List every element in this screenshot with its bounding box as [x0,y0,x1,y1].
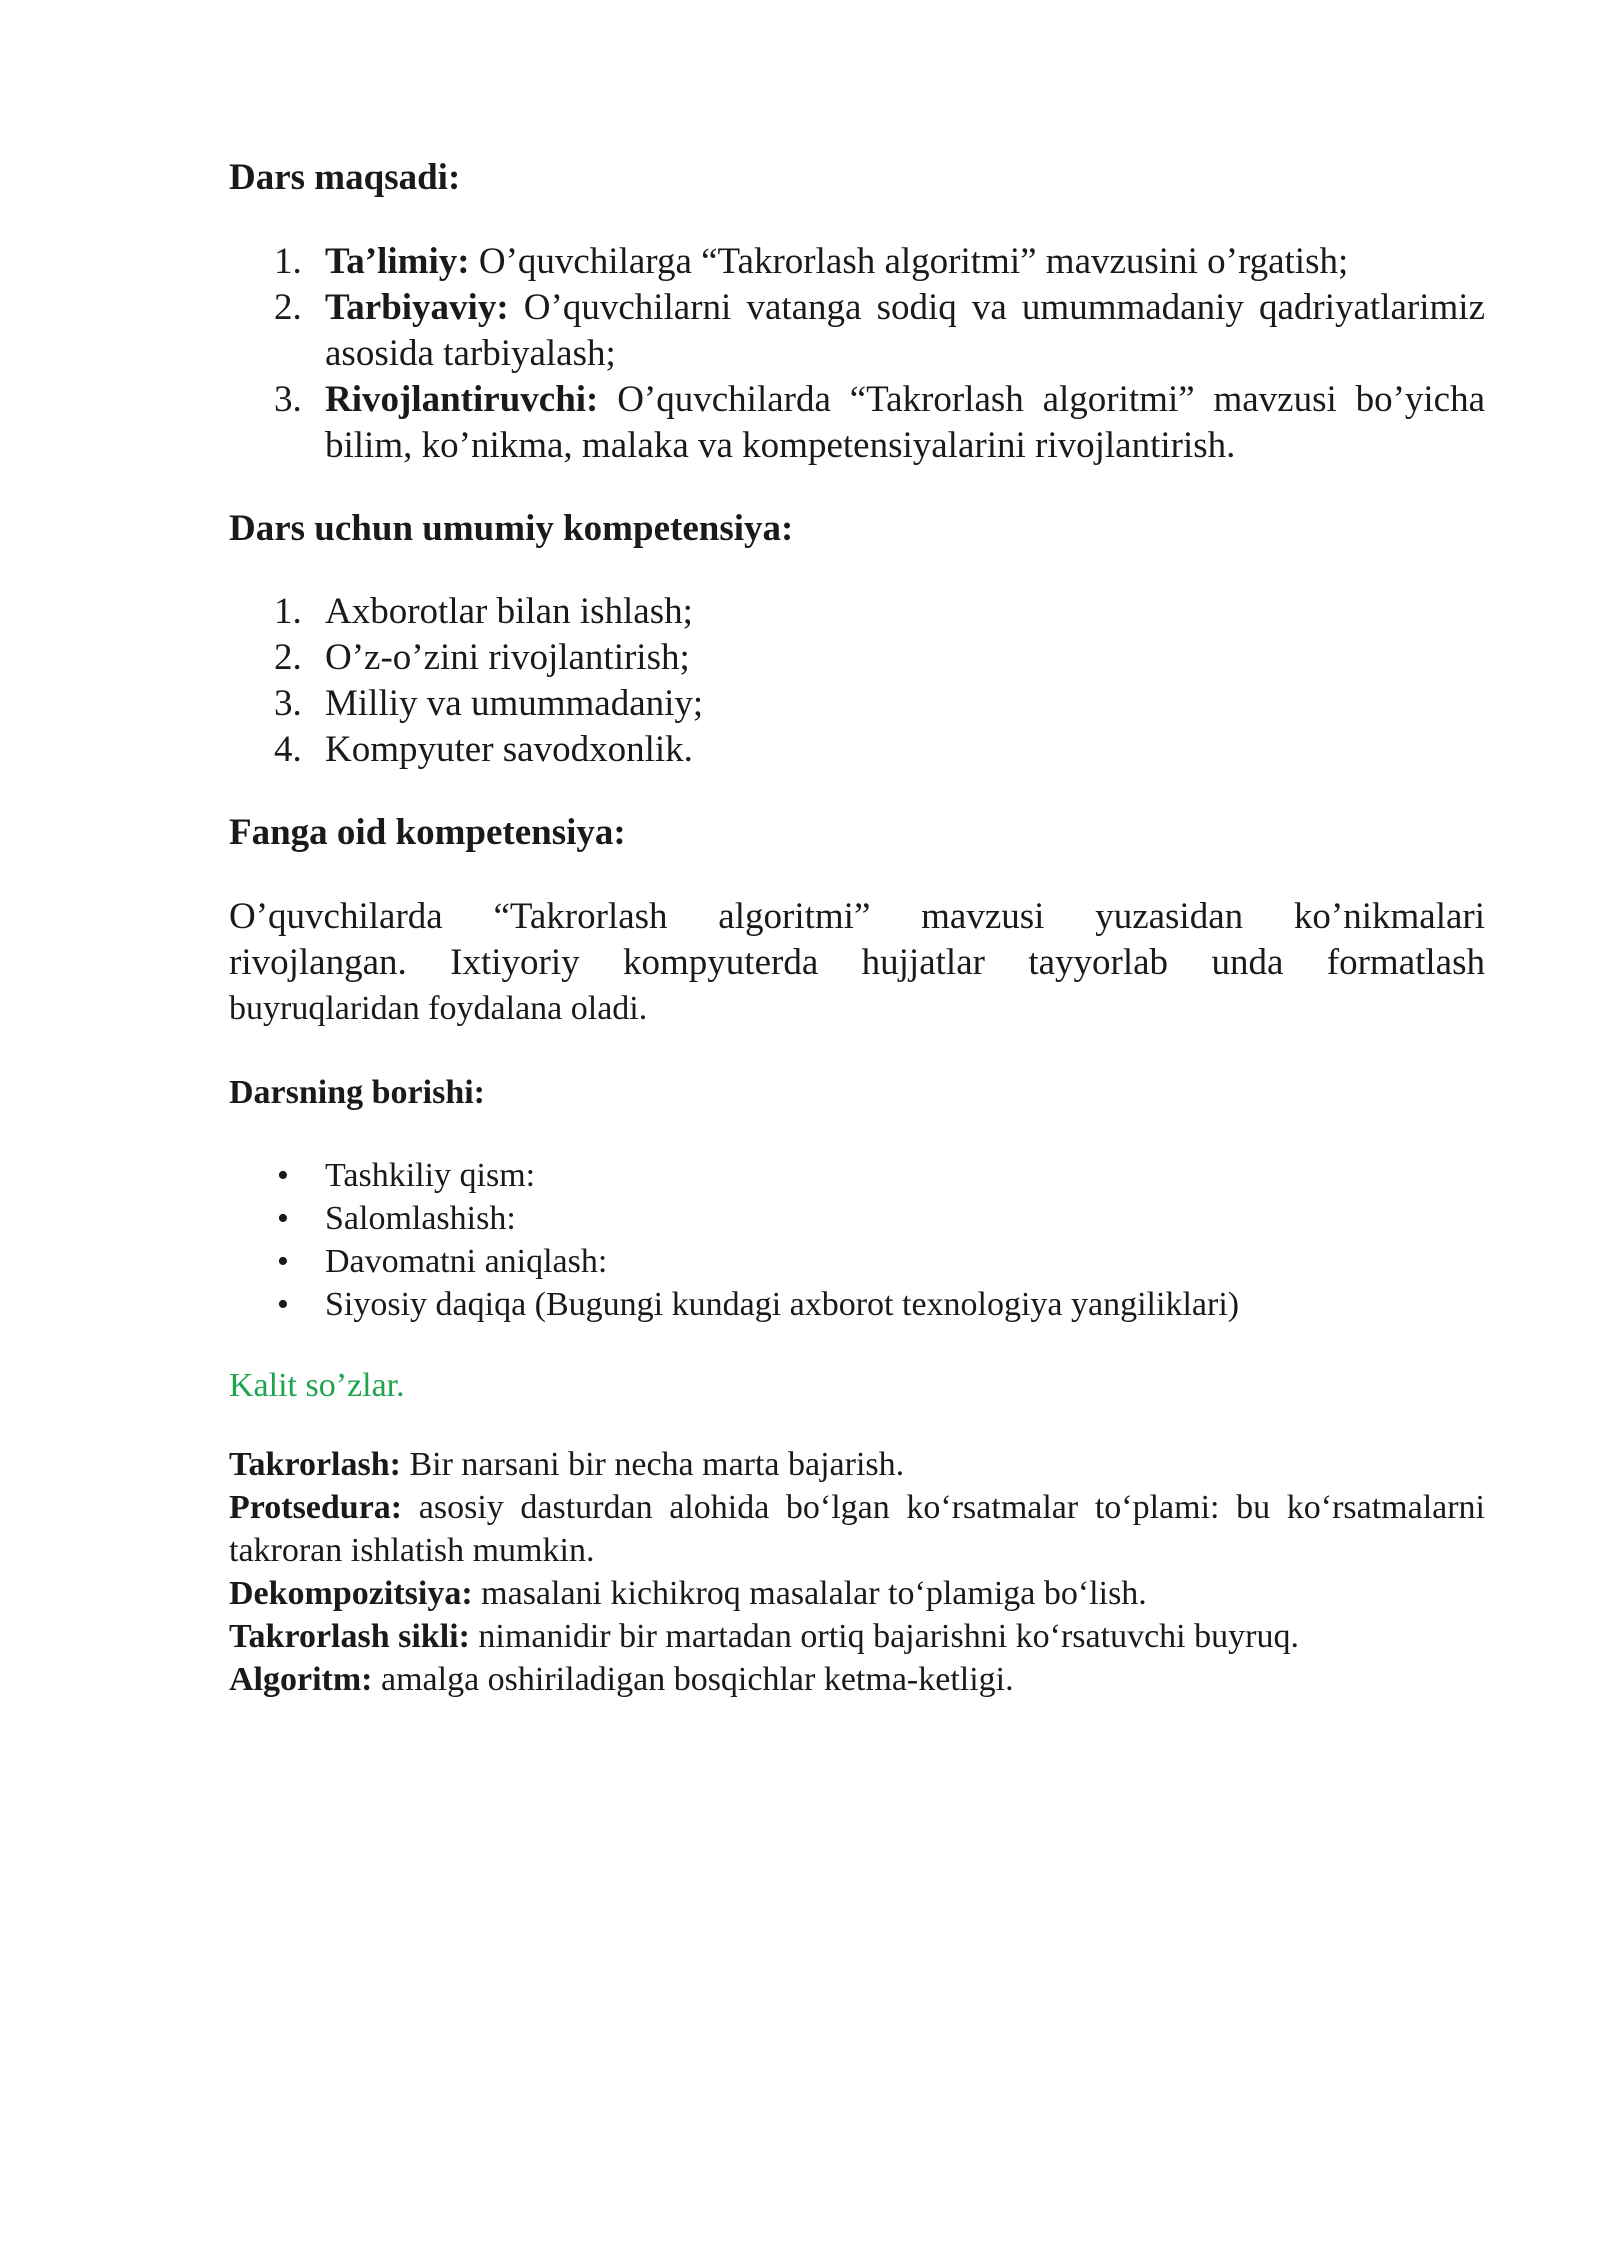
section-heading-dars-maqsadi: Dars maqsadi: [229,157,461,198]
paragraph-line: buyruqlaridan foydalana oladi. [229,990,648,1027]
list-number: 2. [274,287,302,328]
list-item [229,1240,1485,1283]
definition-text: masalani kichikroq masalalar to‘plamiga bo‘lish. [481,1575,1147,1612]
section-heading-darsning-borishi: Darsning borishi: [229,1074,485,1111]
bullet-icon: • [277,1200,289,1237]
general-competence-list [229,589,1485,773]
definition-item [229,1443,1485,1486]
definition-item [229,1572,1485,1615]
definition-text: nimanidir bir martadan ortiq bajarishni ko‘rsatuvchi buyruq. [478,1618,1299,1655]
list-item-text: Davomatni aniqlash: [325,1243,608,1280]
list-item-text: Kompyuter savodxonlik. [325,729,693,770]
list-item [229,1283,1485,1326]
list-item-text: Siyosiy daqiqa (Bugungi kundagi axborot texnologiya yangiliklari) [325,1286,1240,1323]
list-item [229,1154,1485,1197]
goal-text: O’quvchilarni vatanga sodiq va umummadaniy qadriyatlarimiz asosida tarbiyalash; [325,287,1485,374]
goal-label: Ta’limiy: [325,241,470,282]
definition-term: Protsedura: [229,1489,403,1526]
list-item [229,239,1485,285]
goal-text: O’quvchilarga “Takrorlash algoritmi” mavzusini o’rgatish; [478,241,1349,282]
list-item [229,589,1485,635]
keywords-heading: Kalit so’zlar. [229,1367,405,1404]
definition-item [229,1615,1485,1658]
goal-label: Rivojlantiruvchi: [325,379,599,420]
lesson-goals-list [229,239,1485,469]
list-item-text: O’z-o’zini rivojlantirish; [325,637,690,678]
list-item [229,635,1485,681]
definition-item [229,1658,1485,1701]
keyword-definitions [229,1443,1485,1701]
list-item [229,727,1485,773]
document-page [229,150,1485,1701]
subject-competence-paragraph [229,894,1485,1032]
paragraph-line: O’quvchilarda “Takrorlash algoritmi” mavzusi yuzasidan ko’nikmalari [229,896,1485,937]
list-number: 1. [274,241,302,282]
list-number: 3. [274,683,302,724]
list-item [229,377,1485,469]
definition-text: amalga oshiriladigan bosqichlar ketma-ketligi. [381,1661,1014,1698]
definition-item [229,1486,1485,1572]
bullet-icon: • [277,1243,289,1280]
list-number: 3. [274,379,302,420]
section-heading-umumiy-kompetensiya: Dars uchun umumiy kompetensiya: [229,508,794,549]
definition-text: asosiy dasturdan alohida bo‘lgan ko‘rsatmalar to‘plami: bu ko‘rsatmalarni takroran ishlatish mumkin. [229,1489,1486,1569]
list-number: 1. [274,591,302,632]
list-item [229,681,1485,727]
definition-term: Takrorlash sikli: [229,1618,470,1655]
list-number: 2. [274,637,302,678]
bullet-icon: • [277,1286,289,1323]
list-item [229,1197,1485,1240]
definition-term: Algoritm: [229,1661,373,1698]
paragraph-line: rivojlangan. Ixtiyoriy kompyuterda hujjatlar tayyorlab unda formatlash [229,942,1485,983]
list-number: 4. [274,729,302,770]
list-item-text: Axborotlar bilan ishlash; [325,591,693,632]
definition-term: Dekompozitsiya: [229,1575,473,1612]
definition-term: Takrorlash: [229,1446,401,1483]
definition-text: Bir narsani bir necha marta bajarish. [409,1446,905,1483]
goal-label: Tarbiyaviy: [325,287,509,328]
list-item-text: Salomlashish: [325,1200,516,1237]
section-heading-fanga-oid: Fanga oid kompetensiya: [229,812,626,853]
list-item-text: Tashkiliy qism: [325,1157,536,1194]
list-item [229,285,1485,377]
bullet-icon: • [277,1157,289,1194]
list-item-text: Milliy va umummadaniy; [325,683,704,724]
goal-text: O’quvchilarda “Takrorlash algoritmi” mavzusi bo’yicha bilim, ko’nikma, malaka va kompetensiyalarini rivojlantirish. [325,379,1486,466]
lesson-steps-list [229,1154,1485,1326]
